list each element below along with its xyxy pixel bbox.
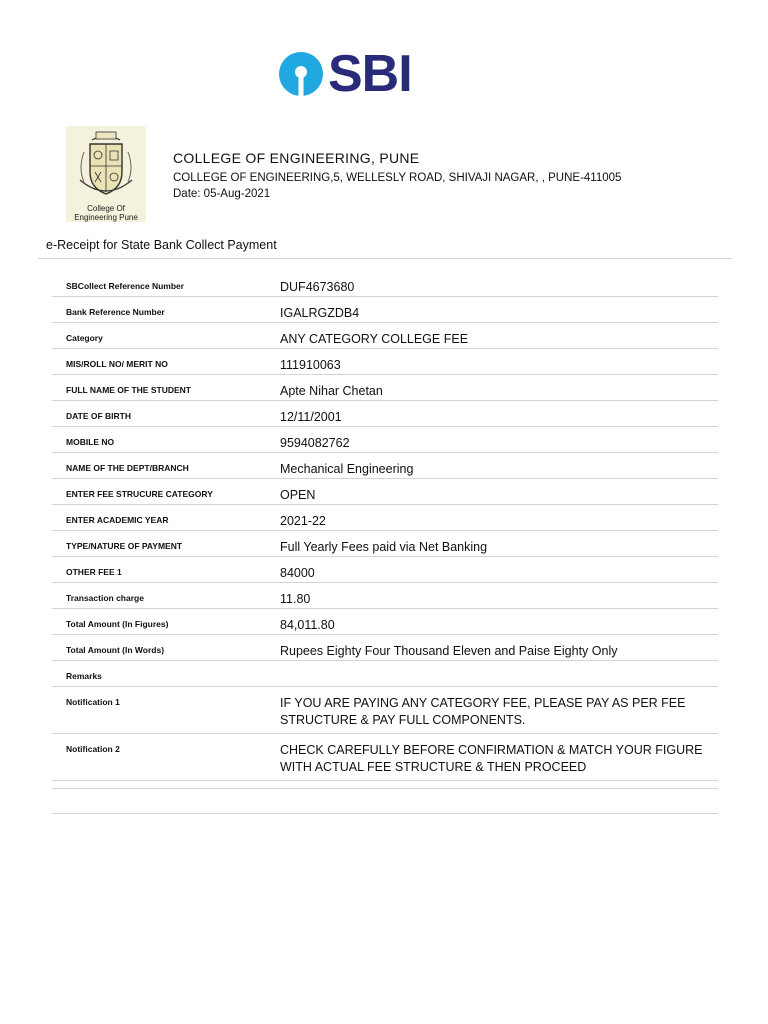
field-label: TYPE/NATURE OF PAYMENT bbox=[52, 531, 280, 557]
footer-divider bbox=[52, 788, 718, 789]
receipt-date: Date: 05-Aug-2021 bbox=[173, 188, 271, 200]
table-row bbox=[52, 661, 718, 687]
field-value: Rupees Eighty Four Thousand Eleven and Paise Eighty Only bbox=[280, 635, 718, 661]
field-value: 84,011.80 bbox=[280, 609, 718, 635]
field-label: Total Amount (In Figures) bbox=[52, 609, 280, 635]
field-value: 84000 bbox=[280, 557, 718, 583]
sbi-logo bbox=[278, 45, 412, 103]
table-row bbox=[52, 401, 718, 427]
table-row bbox=[52, 609, 718, 635]
table-row bbox=[52, 271, 718, 297]
college-emblem bbox=[66, 126, 146, 222]
field-label: ENTER FEE STRUCURE CATEGORY bbox=[52, 479, 280, 505]
field-value: 2021-22 bbox=[280, 505, 718, 531]
field-value: 11.80 bbox=[280, 583, 718, 609]
field-value: IF YOU ARE PAYING ANY CATEGORY FEE, PLEASE PAY AS PER FEE STRUCTURE & PAY FULL COMPONENTS. bbox=[280, 686, 718, 733]
table-row bbox=[52, 375, 718, 401]
sbi-keyhole-icon bbox=[278, 51, 324, 97]
receipt-heading: e-Receipt for State Bank Collect Payment bbox=[46, 238, 277, 252]
field-value: Apte Nihar Chetan bbox=[280, 375, 718, 401]
field-label: ENTER ACADEMIC YEAR bbox=[52, 505, 280, 531]
table-row bbox=[52, 583, 718, 609]
college-title: COLLEGE OF ENGINEERING, PUNE bbox=[173, 150, 420, 166]
college-crest-icon bbox=[66, 126, 146, 204]
table-row bbox=[52, 557, 718, 583]
field-label: Category bbox=[52, 323, 280, 349]
field-value: Full Yearly Fees paid via Net Banking bbox=[280, 531, 718, 557]
table-row bbox=[52, 349, 718, 375]
field-label: Bank Reference Number bbox=[52, 297, 280, 323]
field-value: 9594082762 bbox=[280, 427, 718, 453]
table-row bbox=[52, 531, 718, 557]
field-value: DUF4673680 bbox=[280, 271, 718, 297]
sbi-wordmark: SBI bbox=[328, 45, 412, 103]
empty-row bbox=[52, 780, 718, 813]
table-row bbox=[52, 686, 718, 733]
field-label: Total Amount (In Words) bbox=[52, 635, 280, 661]
table-row bbox=[52, 323, 718, 349]
table-row bbox=[52, 733, 718, 780]
field-value: CHECK CAREFULLY BEFORE CONFIRMATION & MATCH YOUR FIGURE WITH ACTUAL FEE STRUCTURE & THEN PROCEED bbox=[280, 733, 718, 780]
table-row bbox=[52, 453, 718, 479]
field-label: Transaction charge bbox=[52, 583, 280, 609]
field-label: MIS/ROLL NO/ MERIT NO bbox=[52, 349, 280, 375]
field-label: FULL NAME OF THE STUDENT bbox=[52, 375, 280, 401]
field-label: OTHER FEE 1 bbox=[52, 557, 280, 583]
table-row bbox=[52, 479, 718, 505]
field-value: IGALRGZDB4 bbox=[280, 297, 718, 323]
field-label: Notification 2 bbox=[52, 733, 280, 780]
table-row bbox=[52, 297, 718, 323]
field-value: 111910063 bbox=[280, 349, 718, 375]
field-value: ANY CATEGORY COLLEGE FEE bbox=[280, 323, 718, 349]
field-label: MOBILE NO bbox=[52, 427, 280, 453]
field-value: OPEN bbox=[280, 479, 718, 505]
table-row bbox=[52, 635, 718, 661]
field-value: 12/11/2001 bbox=[280, 401, 718, 427]
field-label: SBCollect Reference Number bbox=[52, 271, 280, 297]
field-label: Remarks bbox=[52, 661, 280, 687]
field-label: NAME OF THE DEPT/BRANCH bbox=[52, 453, 280, 479]
college-address: COLLEGE OF ENGINEERING,5, WELLESLY ROAD, SHIVAJI NAGAR, , PUNE-411005 bbox=[173, 172, 622, 184]
table-row bbox=[52, 427, 718, 453]
receipt-table bbox=[52, 271, 718, 814]
field-label: DATE OF BIRTH bbox=[52, 401, 280, 427]
emblem-caption: College Of Engineering Pune bbox=[74, 204, 138, 222]
field-value bbox=[280, 661, 718, 687]
field-value: Mechanical Engineering bbox=[280, 453, 718, 479]
table-row bbox=[52, 505, 718, 531]
field-label: Notification 1 bbox=[52, 686, 280, 733]
heading-divider bbox=[38, 258, 732, 259]
